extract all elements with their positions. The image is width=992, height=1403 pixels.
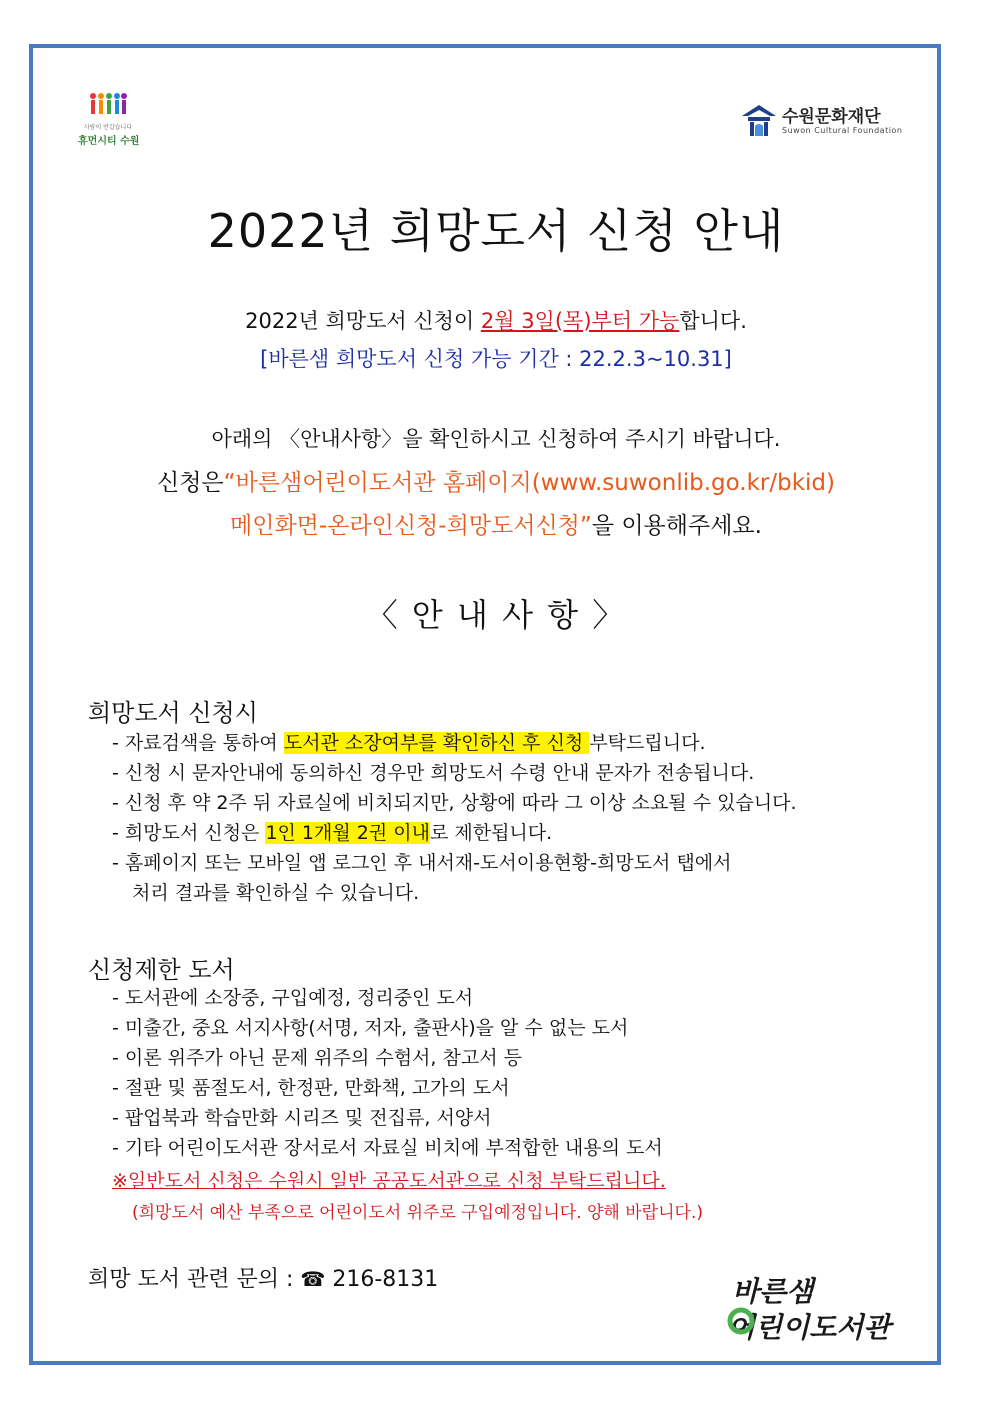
intro-line-1	[0, 305, 992, 335]
highlighted-text: 도서관 소장여부를 확인하신 후 신청	[283, 732, 590, 754]
green-swirl-icon	[726, 1306, 756, 1336]
bareunsaem-library-logo	[728, 1270, 918, 1346]
section-1-item	[112, 821, 552, 845]
section-1-item-continued: 처리 결과를 확인하실 수 있습니다.	[132, 882, 420, 904]
section-1-item: - 신청 후 약 2주 뒤 자료실에 비치되지만, 상황에 따라 그 이상 소요될 수 있습니다.	[112, 792, 797, 814]
highlighted-text: 1인 1개월 2권 이내	[265, 822, 430, 844]
application-start-date: 2월 3일(목)부터 가능	[480, 309, 680, 333]
logo-line-1: 바른샘	[732, 1275, 814, 1308]
logo-city-name: 휴먼시티 수원	[78, 136, 140, 147]
page-title: 2022년 희망도서 신청 안내	[207, 204, 785, 258]
intro-line-1-post: 합니다.	[679, 309, 747, 333]
intro-line-3: 아래의 〈안내사항〉을 확인하시고 신청하여 주시기 바랍니다.	[211, 427, 781, 451]
menu-path: 메인화면-온라인신청-희망도서신청”	[230, 513, 592, 539]
section-2-item: - 팝업북과 학습만화 시리즈 및 전집류, 서양서	[112, 1107, 492, 1129]
section-2-heading: 신청제한 도서	[88, 956, 235, 984]
people-icon	[88, 92, 128, 118]
pavilion-icon	[740, 102, 778, 140]
human-city-suwon-logo	[78, 92, 140, 147]
section-2-item: - 절판 및 품절도서, 한정판, 만화책, 고가의 도서	[112, 1077, 510, 1099]
foundation-english-name: Suwon Cultural Foundation	[782, 126, 903, 135]
section-2-item: - 기타 어린이도서관 장서로서 자료실 비치에 부적합한 내용의 도서	[112, 1137, 663, 1159]
homepage-link[interactable]: “바른샘어린이도서관 홈페이지(www.suwonlib.go.kr/bkid)	[223, 470, 836, 496]
item-text: 부탁드립니다.	[589, 732, 706, 754]
guide-title: 〈 안 내 사 항 〉	[365, 596, 627, 634]
intro-line-1-pre: 2022년 희망도서 신청이	[245, 309, 481, 333]
contact-label: 희망 도서 관련 문의 :	[88, 1267, 294, 1292]
intro-line-5-post: 을 이용해주세요.	[591, 513, 762, 539]
section-1-item: - 신청 시 문자안내에 동의하신 경우만 희망도서 수령 안내 문자가 전송됩니다.	[112, 762, 755, 784]
section-2-item: - 도서관에 소장중, 구입예정, 정리중인 도서	[112, 987, 474, 1009]
contact-number: 216-8131	[332, 1267, 439, 1292]
application-period: [바른샘 희망도서 신청 가능 기간 : 22.2.3~10.31]	[260, 347, 732, 371]
logo-line-2: 어린이도서관	[728, 1311, 891, 1344]
foundation-name: 수원문화재단	[782, 107, 881, 127]
section-2-item: - 미출간, 중요 서지사항(서명, 저자, 출판사)을 알 수 없는 도서	[112, 1017, 629, 1039]
item-text: 로 제한됩니다.	[429, 822, 553, 844]
section-2-item: - 이론 위주가 아닌 문제 위주의 수험서, 참고서 등	[112, 1047, 522, 1069]
contact-line	[88, 1262, 438, 1293]
suwon-cultural-foundation-logo	[740, 100, 930, 142]
intro-line-5	[0, 507, 992, 540]
logo-tagline: 사람이 반갑습니다	[83, 124, 133, 131]
phone-icon: ☎	[300, 1267, 326, 1291]
intro-line-4-pre: 신청은	[156, 470, 224, 496]
section-1-heading: 희망도서 신청시	[88, 699, 258, 727]
item-text: - 희망도서 신청은	[112, 822, 266, 844]
general-book-notice: ※일반도서 신청은 수원시 일반 공공도서관으로 신청 부탁드립니다.	[112, 1170, 666, 1192]
intro-line-4	[0, 464, 992, 497]
section-1-item	[112, 731, 706, 755]
item-text: - 자료검색을 통하여	[112, 732, 284, 754]
section-1-item: - 홈페이지 또는 모바일 앱 로그인 후 내서재-도서이용현황-희망도서 탭에서	[112, 852, 732, 874]
budget-notice: (희망도서 예산 부족으로 어린이도서 위주로 구입예정입니다. 양해 바랍니다.)	[132, 1203, 703, 1223]
